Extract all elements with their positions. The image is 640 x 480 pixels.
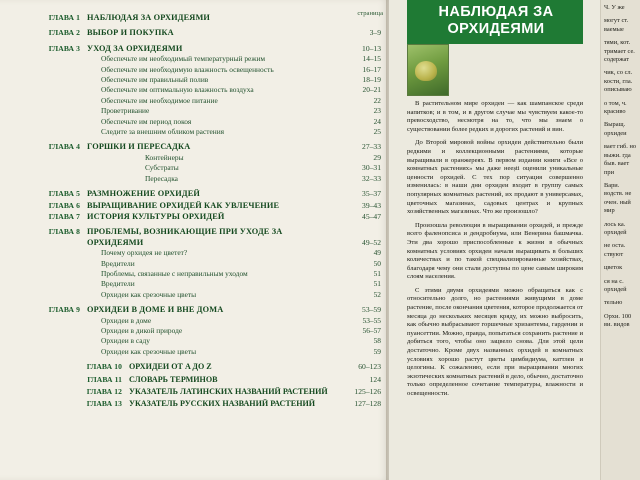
toc-entry-page: 14–15 [362,54,381,64]
paragraph: Выращ. орхидеи [604,121,627,137]
toc-entry-page: 18–19 [362,75,381,85]
toc-list [14,8,381,410]
toc-chapter-number: ГЛАВА 10 [86,362,122,372]
toc-entry-title: Проветривание [101,106,150,116]
toc-entry-page: 50 [373,258,381,268]
paragraph: С этими двумя орхидеями можно обращаться как с относительно долго, но растениями живущими в доме растение, после окончания цветения, которое продолжается от месяца до нескольких месяцев кряду, их можно выбросить, как обычно выбрасывают горшечные хризантемы, гардении и пуансеттии. Можно, правда, попытаться сохранить растение и добиться того, чтобы оно зацвело снова. Для этой цели достаточно. Кроме двух названных орхидей в комнатных условиях хорошо растут цветы цимбидиума, каттлеи и целогины. К сожалению, если при выращивании многих экзотических комнатных растений в дело, обычно, достаточно только определенное сочетание температуры, влажности и освещенности. [407,286,583,397]
toc-chapter-number: ГЛАВА 3 [48,43,80,53]
toc-entry-title: СЛОВАРЬ ТЕРМИНОВ [129,374,218,384]
toc-entry-page: 53–59 [362,305,381,315]
toc-entry[interactable] [14,85,381,95]
toc-entry-title: ПРОБЛЕМЫ, ВОЗНИКАЮЩИЕ ПРИ УХОДЕ ЗА ОРХИДЕЯМИ [87,227,283,247]
toc-entry-page: 53–55 [362,315,381,325]
paragraph: могут ст. ваемые [604,17,629,33]
toc-entry-title: Обеспечьте им необходимое питание [101,95,218,105]
toc-entry-title: Вредители [101,279,135,289]
toc-entry[interactable] [14,44,381,54]
toc-entry-title: Следите за внешним обликом растения [101,127,225,137]
toc-entry[interactable] [14,189,381,199]
paragraph: вает гиб. но выжи. гда быв. вает при [604,143,637,176]
orchid-photo [407,44,449,96]
toc-entry-page: 22 [373,95,381,105]
paragraph: лось ка. орхидей [604,220,627,236]
toc-entry-page: 49–52 [362,237,381,247]
paragraph: цветок [604,264,623,272]
toc-entry-page: 27–33 [362,142,381,152]
toc-entry-page: 56–57 [362,325,381,335]
toc-entry[interactable] [14,174,381,184]
toc-entry-page: 35–37 [362,189,381,199]
toc-entry-title: Орхидеи в саду [101,336,150,346]
paragraph: Ч. У же [604,4,625,11]
toc-chapter-number: ГЛАВА 9 [48,305,80,315]
toc-entry-page: 10–13 [362,43,381,53]
toc-entry-page: 124 [369,374,381,384]
toc-entry-title: ОРХИДЕИ ОТ A ДО Z [129,362,212,372]
toc-chapter-number: ГЛАВА 11 [87,374,122,384]
toc-entry-page: 58 [373,336,381,346]
toc-entry-title: НАБЛЮДАЯ ЗА ОРХИДЕЯМИ [87,13,211,22]
toc-entry-title: Проблемы, связанные с неправильным уходом [101,268,248,278]
toc-entry-page: 51 [373,279,381,289]
toc-chapter-number: ГЛАВА 7 [48,211,80,221]
toc-entry-title: ВЫБОР И ПОКУПКА [87,28,174,38]
toc-entry-title: Вредители [101,258,135,268]
toc-entry-title: Орхидеи в дикой природе [101,325,183,335]
toc-chapter-number: ГЛАВА 13 [86,399,122,409]
toc-entry-page: 51 [373,268,381,278]
paragraph: чик, со сл. кости, гла. описываю [604,69,633,94]
toc-entry-page: 3–9 [369,28,381,38]
paragraph: не оста. ствуют [604,242,626,258]
paragraph: Орхи. 100 ви. видов [604,312,632,329]
toc-entry-title: Обеспечьте им оптимальную влажность воздуха [101,85,254,95]
toc-chapter-number: ГЛАВА 2 [48,28,80,38]
toc-entry-page: 16–17 [362,64,381,74]
toc-entry-title: ИСТОРИЯ КУЛЬТУРЫ ОРХИДЕЙ [87,211,225,221]
paragraph: тями, кот. тримает се. содержат [604,39,635,64]
toc-entry[interactable] [14,290,381,300]
toc-entry[interactable] [14,336,381,346]
toc-entry-page: 32–33 [362,173,381,183]
toc-chapter-number: ГЛАВА 6 [48,200,80,210]
toc-entry[interactable] [14,142,381,152]
toc-entry-title: Орхидеи как срезочные цветы [101,346,197,356]
toc-entry[interactable] [14,212,381,222]
toc-entry[interactable] [14,227,381,248]
toc-entry-title: Обеспечьте им необходимый температурный режим [101,54,266,64]
toc-entry-page: 52 [373,289,381,299]
toc-entry-page: 29 [373,152,381,162]
toc-entry[interactable] [14,375,381,385]
toc-entry-title: Пересадка [145,173,178,183]
paragraph: о том, ч. красиво [604,99,627,116]
toc-chapter-number: ГЛАВА 5 [48,189,80,199]
toc-entry[interactable] [14,65,381,75]
toc-entry-page: 60–123 [358,362,381,372]
toc-entry-title: Контейнеры [145,152,184,162]
toc-entry[interactable] [14,316,381,326]
paragraph: ся на с. орхидей [604,277,627,293]
toc-entry[interactable] [14,399,381,409]
toc-entry[interactable] [14,96,381,106]
toc-entry-page: 20–21 [362,85,381,95]
toc-entry[interactable] [14,153,381,163]
toc-entry-title: УХОД ЗА ОРХИДЕЯМИ [87,43,183,53]
toc-entry[interactable] [14,75,381,85]
toc-chapter-number: ГЛАВА 4 [48,142,80,152]
toc-entry[interactable] [14,259,381,269]
next-page-edge [600,0,640,480]
paragraph: До Второй мировой войны орхидеи действительно были редкими и коллекционными растениями, которые выращивали в оранжереях. В первом издании книги «Все о комнатных растениях» мы даже неești оценили уникальные ценности орхидей. С тех пор ситуация совершенно изменилась: в наши дни орхидеи входят в группу самых популярных комнатных растений, их продают в универсамах, цветочных магазинах, садовых центрах и крупных хозяйственных магазинах. Что же произошло? [407,139,583,216]
next-page-text [604,4,640,335]
toc-entry[interactable] [14,305,381,315]
toc-entry-page: 25 [373,127,381,137]
toc-entry[interactable] [14,248,381,258]
toc-entry[interactable] [14,201,381,211]
toc-entry-title: Орхидеи в доме [101,315,152,325]
paragraph: Вари. водств. не очен. ный мир [604,181,632,215]
toc-entry-title: Субстраты [145,163,179,173]
toc-entry[interactable] [14,28,381,38]
toc-entry[interactable] [14,54,381,64]
toc-entry-title: УКАЗАТЕЛЬ РУССКИХ НАЗВАНИЙ РАСТЕНИЙ [129,399,316,409]
toc-entry-page: 59 [373,346,381,356]
toc-entry-page: 24 [373,116,381,126]
toc-chapter-number: ГЛАВА 8 [48,227,80,237]
toc-entry[interactable] [14,387,381,397]
toc-entry-title: Обеспечьте им правильный полив [101,75,209,85]
toc-entry-title: ВЫРАЩИВАНИЕ ОРХИДЕЙ КАК УВЛЕЧЕНИЕ [87,200,280,210]
page-column-label: страница [357,10,383,17]
toc-entry-title: ОРХИДЕИ В ДОМЕ И ВНЕ ДОМА [87,305,224,315]
toc-entry[interactable] [14,106,381,116]
toc-chapter-number: ГЛАВА 1 [48,13,80,22]
toc-entry-title: УКАЗАТЕЛЬ ЛАТИНСКИХ НАЗВАНИЙ РАСТЕНИЙ [129,387,328,396]
toc-entry-title: Обеспечьте им необходимую влажность освещенность [101,64,274,74]
toc-entry[interactable] [14,117,381,127]
toc-entry-title: Обеспечьте им период покоя [101,116,192,126]
toc-entry-page: 125–126 [354,387,381,396]
toc-entry[interactable] [14,326,381,336]
toc-entry-page: 30–31 [362,163,381,173]
article-body [407,100,583,404]
toc-entry[interactable] [14,163,381,173]
toc-entry-page: 39–43 [362,200,381,210]
toc-entry-title: РАЗМНОЖЕНИЕ ОРХИДЕЙ [87,189,201,199]
chapter-title-banner: НАБЛЮДАЯ ЗА ОРХИДЕЯМИ [407,0,583,44]
toc-entry-page: 23 [373,106,381,116]
toc-entry-title: ГОРШКИ И ПЕРЕСАДКА [87,142,191,152]
toc-chapter-number: ГЛАВА 12 [86,387,122,396]
toc-entry[interactable] [14,269,381,279]
toc-entry-page: 127–128 [354,399,381,409]
toc-entry[interactable] [14,13,381,23]
paragraph: тельно [604,299,623,307]
toc-entry-page: 49 [373,248,381,258]
toc-entry[interactable] [14,347,381,357]
toc-entry-title: Орхидеи как срезочные цветы [101,289,197,299]
paragraph: Произошла революция в выращивании орхидей, и прежде всего фаленопсиса и дендробиума, или Венерина башмачка. Эти два хорошо приспособленные к жизни в обычных комнатных условиях орхидеи начали выращивать в больших количествах и по такой специализированные хозяйствах, благодаря чему они стали доступны по цене самым широким слоям населения. [407,221,583,281]
toc-entry[interactable] [14,279,381,289]
toc-entry-title: Почему орхидея не цветет? [101,248,188,258]
toc-entry[interactable] [14,127,381,137]
toc-entry[interactable] [14,362,381,372]
paragraph: В растительном мире орхидеи — как шампанское среди напитков; и в том, и в другом случае мы чувствуем какое-то превосходство, несмотря на то, что мы знаем о существовании более редких и дорогих растений и вин. [407,100,583,133]
toc-entry-page: 45–47 [362,211,381,221]
